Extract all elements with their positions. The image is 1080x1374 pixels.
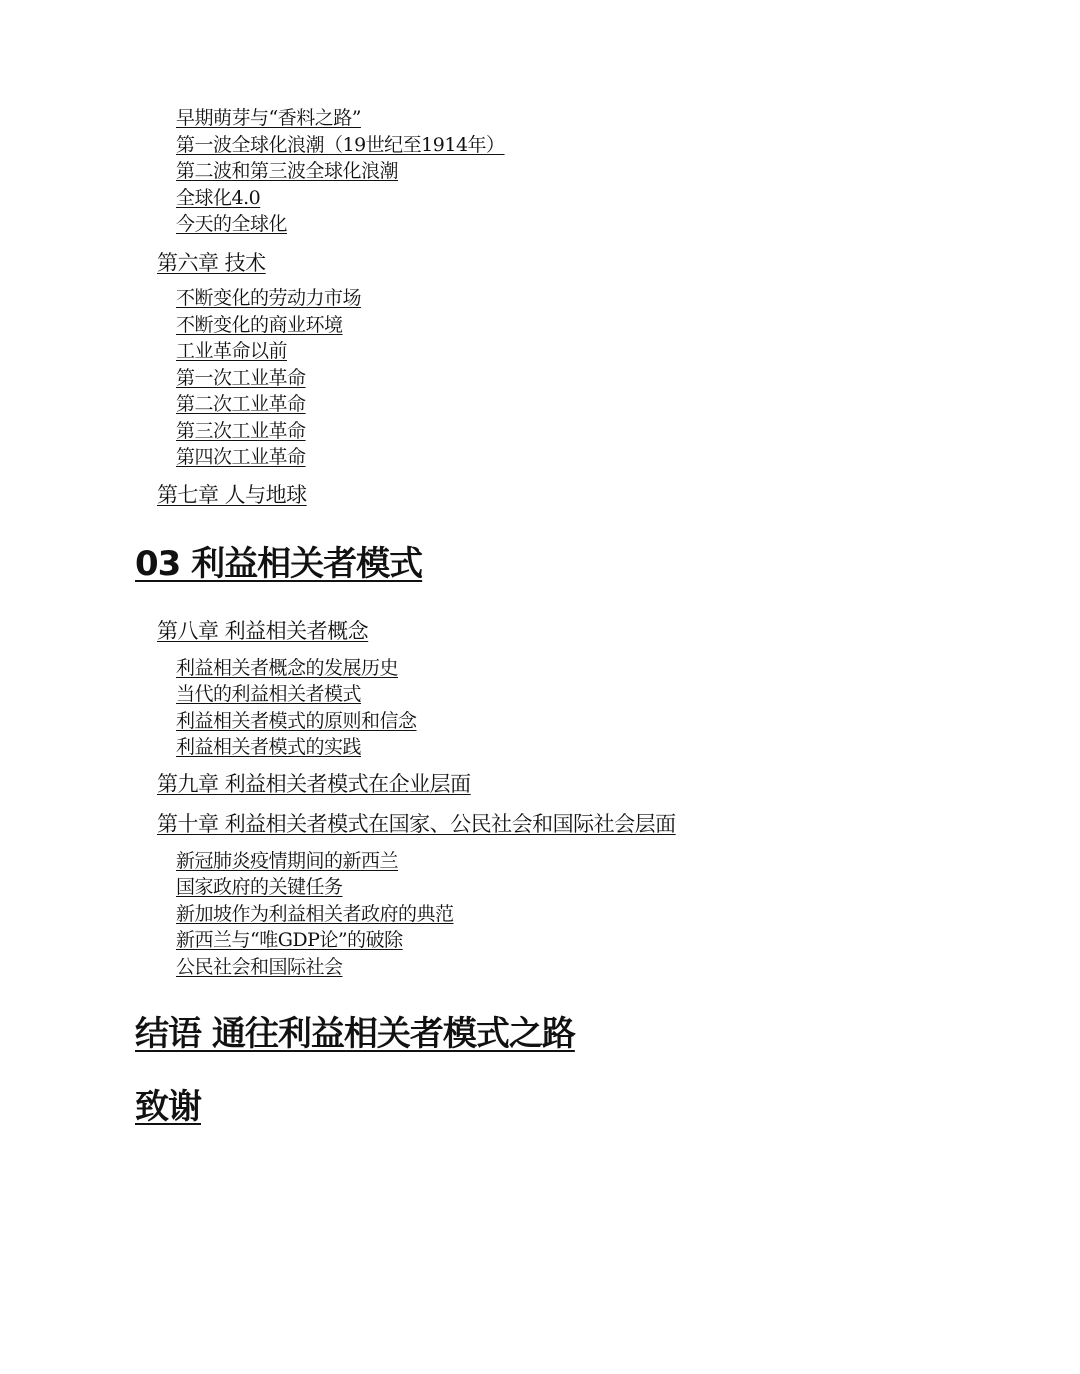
toc-section-label[interactable]: 工业革命以前 bbox=[176, 340, 288, 362]
toc-section-link[interactable] bbox=[176, 682, 361, 706]
toc-part-link[interactable] bbox=[135, 542, 422, 586]
toc-section-link[interactable] bbox=[176, 735, 361, 759]
toc-part-label[interactable]: 致谢 bbox=[135, 1087, 201, 1127]
toc-section-label[interactable]: 早期萌芽与“香料之路” bbox=[176, 107, 361, 129]
toc-section-link[interactable] bbox=[176, 928, 403, 952]
toc-section-label[interactable]: 利益相关者模式的原则和信念 bbox=[176, 710, 417, 732]
toc-section-link[interactable] bbox=[176, 902, 454, 926]
toc-section-link[interactable] bbox=[176, 159, 398, 183]
toc-section-label[interactable]: 第一次工业革命 bbox=[176, 367, 306, 389]
toc-part-link[interactable] bbox=[135, 1085, 201, 1129]
toc-section-label[interactable]: 不断变化的劳动力市场 bbox=[176, 287, 362, 309]
toc-section-link[interactable] bbox=[176, 392, 306, 416]
toc-section-label[interactable]: 利益相关者概念的发展历史 bbox=[176, 657, 399, 679]
toc-section-link[interactable] bbox=[176, 212, 287, 236]
toc-section-link[interactable] bbox=[176, 419, 306, 443]
toc-part-label[interactable]: 结语 通往利益相关者模式之路 bbox=[135, 1014, 575, 1054]
toc-chapter-label[interactable]: 第十章 利益相关者模式在国家、公民社会和国际社会层面 bbox=[157, 812, 676, 836]
toc-section-link[interactable] bbox=[176, 875, 343, 899]
toc-section-label[interactable]: 第三次工业革命 bbox=[176, 420, 306, 442]
toc-chapter-label[interactable]: 第六章 技术 bbox=[157, 251, 266, 275]
toc-section-label[interactable]: 新西兰与“唯GDP论”的破除 bbox=[176, 929, 403, 951]
toc-chapter-link[interactable] bbox=[157, 249, 266, 277]
toc-section-label[interactable]: 今天的全球化 bbox=[176, 213, 288, 235]
toc-section-label[interactable]: 第二波和第三波全球化浪潮 bbox=[176, 160, 399, 182]
toc-section-link[interactable] bbox=[176, 849, 398, 873]
toc-section-label[interactable]: 全球化4.0 bbox=[176, 187, 261, 209]
toc-chapter-label[interactable]: 第八章 利益相关者概念 bbox=[157, 619, 369, 643]
toc-section-label[interactable]: 不断变化的商业环境 bbox=[176, 314, 343, 336]
toc-section-link[interactable] bbox=[176, 445, 306, 469]
toc-section-link[interactable] bbox=[176, 106, 361, 130]
toc-section-link[interactable] bbox=[176, 709, 417, 733]
toc-section-link[interactable] bbox=[176, 133, 505, 157]
toc-part-link[interactable] bbox=[135, 1012, 575, 1056]
toc-section-link[interactable] bbox=[176, 286, 361, 310]
toc-chapter-link[interactable] bbox=[157, 617, 368, 645]
toc-section-link[interactable] bbox=[176, 313, 343, 337]
toc-section-label[interactable]: 第四次工业革命 bbox=[176, 446, 306, 468]
toc-section-link[interactable] bbox=[176, 339, 287, 363]
toc-section-label[interactable]: 第二次工业革命 bbox=[176, 393, 306, 415]
toc-section-label[interactable]: 第一波全球化浪潮（19世纪至1914年） bbox=[176, 134, 505, 156]
toc-section-label[interactable]: 当代的利益相关者模式 bbox=[176, 683, 362, 705]
toc-chapter-link[interactable] bbox=[157, 770, 471, 798]
toc-section-link[interactable] bbox=[176, 186, 260, 210]
toc-chapter-link[interactable] bbox=[157, 481, 307, 509]
toc-chapter-label[interactable]: 第七章 人与地球 bbox=[157, 483, 307, 507]
toc-section-link[interactable] bbox=[176, 656, 398, 680]
toc-chapter-link[interactable] bbox=[157, 810, 676, 838]
toc-section-link[interactable] bbox=[176, 955, 343, 979]
toc-chapter-label[interactable]: 第九章 利益相关者模式在企业层面 bbox=[157, 772, 471, 796]
toc-part-label[interactable]: 03 利益相关者模式 bbox=[135, 544, 423, 584]
toc-section-label[interactable]: 新加坡作为利益相关者政府的典范 bbox=[176, 903, 454, 925]
toc-section-label[interactable]: 国家政府的关键任务 bbox=[176, 876, 343, 898]
toc-section-label[interactable]: 公民社会和国际社会 bbox=[176, 956, 343, 978]
toc-section-label[interactable]: 利益相关者模式的实践 bbox=[176, 736, 362, 758]
toc-section-link[interactable] bbox=[176, 366, 306, 390]
toc-section-label[interactable]: 新冠肺炎疫情期间的新西兰 bbox=[176, 850, 399, 872]
